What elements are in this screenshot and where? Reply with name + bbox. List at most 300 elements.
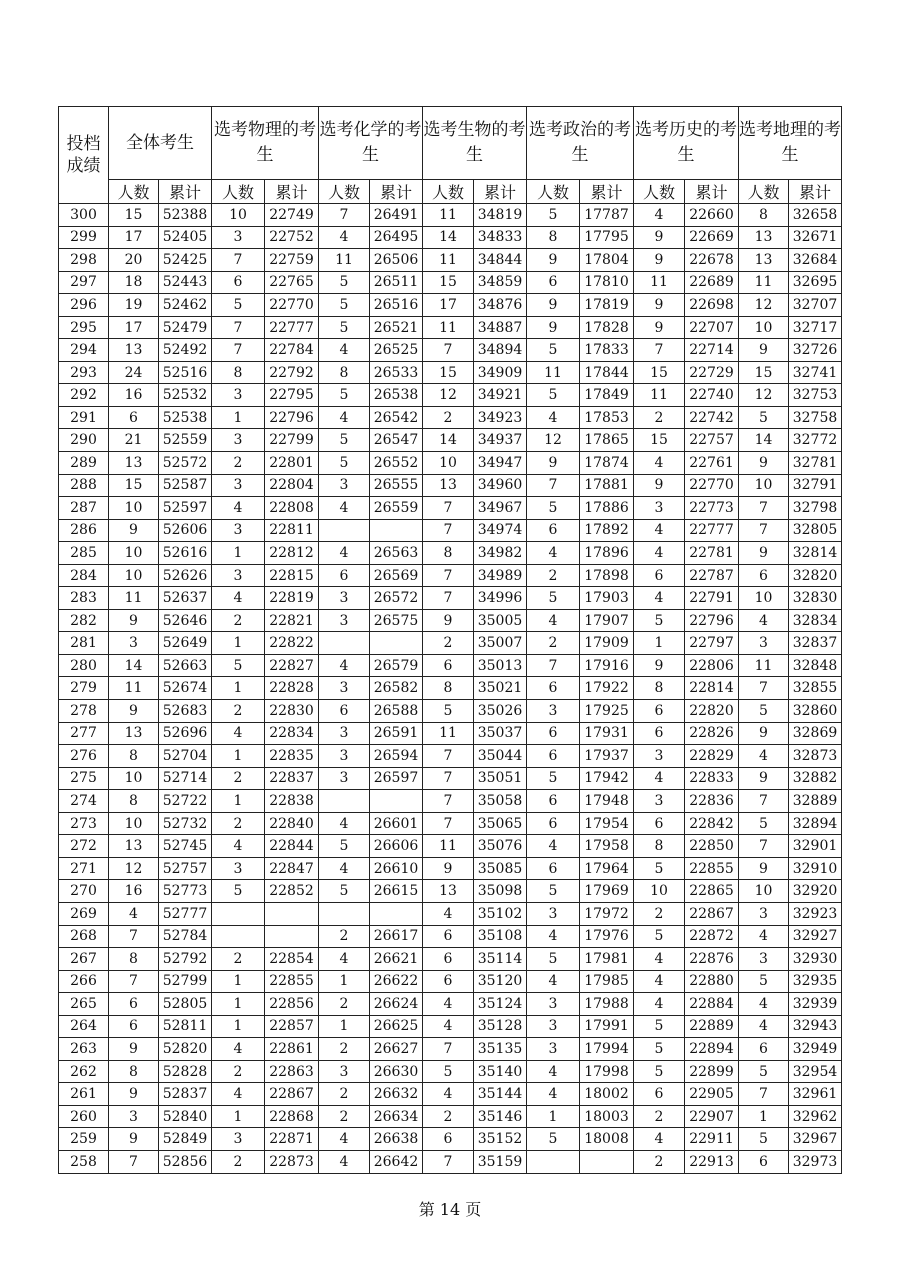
- cumulative-cell: 22815: [265, 564, 319, 587]
- cumulative-cell: 22865: [685, 880, 739, 903]
- cumulative-cell: 35051: [474, 767, 527, 790]
- cumulative-cell: 52820: [159, 1038, 212, 1061]
- cumulative-cell: 22884: [685, 993, 739, 1016]
- count-cell: 7: [739, 677, 789, 700]
- cumulative-cell: 26491: [370, 204, 423, 227]
- table-row: [59, 902, 842, 925]
- count-cell: 5: [423, 700, 474, 723]
- cumulative-cell: 22820: [685, 700, 739, 723]
- table-row: [59, 700, 842, 723]
- cumulative-cell: 17916: [580, 654, 634, 677]
- count-cell: 10: [739, 316, 789, 339]
- count-cell: 4: [527, 542, 580, 565]
- cumulative-cell: 26552: [370, 452, 423, 475]
- cumulative-cell: 22905: [685, 1083, 739, 1106]
- count-cell: 1: [634, 632, 685, 655]
- cumulative-cell: 52805: [159, 993, 212, 1016]
- cumulative-cell: 22844: [265, 835, 319, 858]
- table-row: [59, 1038, 842, 1061]
- cumulative-cell: 34967: [474, 497, 527, 520]
- table-row: [59, 970, 842, 993]
- count-cell: 5: [739, 406, 789, 429]
- count-cell: 1: [212, 790, 265, 813]
- cumulative-cell: 26591: [370, 722, 423, 745]
- count-cell: 6: [527, 677, 580, 700]
- cumulative-cell: 26601: [370, 812, 423, 835]
- count-cell: 13: [109, 339, 159, 362]
- table-row: [59, 249, 842, 272]
- count-cell: 2: [319, 1038, 370, 1061]
- count-cell: 5: [527, 1128, 580, 1151]
- count-cell: 5: [634, 925, 685, 948]
- count-cell: 10: [109, 564, 159, 587]
- cumulative-cell: 26627: [370, 1038, 423, 1061]
- cumulative-cell: 52745: [159, 835, 212, 858]
- cumulative-cell: 32920: [789, 880, 842, 903]
- cumulative-cell: 52856: [159, 1150, 212, 1173]
- count-cell: 5: [527, 948, 580, 971]
- cumulative-cell: 35120: [474, 970, 527, 993]
- cumulative-cell: 17937: [580, 745, 634, 768]
- cumulative-cell: 34923: [474, 406, 527, 429]
- group-header-all: 全体考生: [109, 107, 212, 180]
- cumulative-cell: 52616: [159, 542, 212, 565]
- score-cell: 292: [59, 384, 109, 407]
- count-cell: 4: [634, 587, 685, 610]
- count-cell: 8: [319, 361, 370, 384]
- count-cell: 4: [212, 1083, 265, 1106]
- table-row: [59, 654, 842, 677]
- cumulative-cell: 17903: [580, 587, 634, 610]
- cumulative-cell: 34974: [474, 519, 527, 542]
- cumulative-cell: 32962: [789, 1105, 842, 1128]
- cumulative-cell: 52606: [159, 519, 212, 542]
- count-cell: 2: [212, 948, 265, 971]
- table-row: [59, 587, 842, 610]
- count-cell: 4: [634, 767, 685, 790]
- cumulative-cell: 22808: [265, 497, 319, 520]
- cumulative-cell: 52405: [159, 226, 212, 249]
- count-cell: [212, 902, 265, 925]
- cumulative-cell: 22863: [265, 1060, 319, 1083]
- cumulative-cell: 22829: [685, 745, 739, 768]
- cumulative-cell: 32930: [789, 948, 842, 971]
- count-cell: 9: [739, 452, 789, 475]
- cumulative-cell: 17991: [580, 1015, 634, 1038]
- count-cell: 15: [634, 361, 685, 384]
- count-cell: 7: [109, 925, 159, 948]
- count-cell: 7: [423, 339, 474, 362]
- cumulative-cell: 34833: [474, 226, 527, 249]
- cumulative-cell: 52837: [159, 1083, 212, 1106]
- count-cell: 5: [739, 1060, 789, 1083]
- count-cell: 1: [212, 542, 265, 565]
- score-cell: 277: [59, 722, 109, 745]
- count-cell: 16: [109, 384, 159, 407]
- count-cell: 4: [634, 993, 685, 1016]
- cumulative-cell: [580, 1150, 634, 1173]
- cumulative-cell: 34844: [474, 249, 527, 272]
- cumulative-cell: 32726: [789, 339, 842, 362]
- cumulative-cell: 22757: [685, 429, 739, 452]
- cumulative-cell: 35085: [474, 857, 527, 880]
- cumulative-cell: 52597: [159, 497, 212, 520]
- table-row: [59, 204, 842, 227]
- count-column-header: 人数: [319, 180, 370, 204]
- count-cell: 4: [527, 835, 580, 858]
- cumulative-cell: 22854: [265, 948, 319, 971]
- cumulative-cell: 22856: [265, 993, 319, 1016]
- count-cell: 7: [739, 497, 789, 520]
- cumulative-cell: 26506: [370, 249, 423, 272]
- cumulative-cell: 22729: [685, 361, 739, 384]
- count-cell: 8: [109, 1060, 159, 1083]
- cumulative-cell: 52828: [159, 1060, 212, 1083]
- cumulative-cell: 26559: [370, 497, 423, 520]
- count-cell: 3: [212, 474, 265, 497]
- cumulative-cell: 32869: [789, 722, 842, 745]
- count-cell: 5: [319, 429, 370, 452]
- count-cell: 9: [423, 609, 474, 632]
- count-cell: 1: [739, 1105, 789, 1128]
- count-cell: 5: [634, 609, 685, 632]
- count-cell: 3: [212, 384, 265, 407]
- cumulative-cell: 34937: [474, 429, 527, 452]
- count-cell: 8: [739, 204, 789, 227]
- table-row: [59, 790, 842, 813]
- count-cell: 12: [423, 384, 474, 407]
- score-cell: 300: [59, 204, 109, 227]
- count-cell: 7: [739, 1083, 789, 1106]
- cumulative-cell: 32837: [789, 632, 842, 655]
- count-cell: 12: [109, 857, 159, 880]
- table-row: [59, 745, 842, 768]
- cumulative-column-header: 累计: [580, 180, 634, 204]
- score-cell: 263: [59, 1038, 109, 1061]
- cumulative-cell: 22759: [265, 249, 319, 272]
- count-cell: 15: [109, 474, 159, 497]
- cumulative-cell: 52732: [159, 812, 212, 835]
- count-cell: 14: [423, 226, 474, 249]
- count-cell: 13: [109, 722, 159, 745]
- count-cell: 8: [423, 677, 474, 700]
- count-cell: 9: [634, 249, 685, 272]
- table-row: [59, 226, 842, 249]
- cumulative-cell: 26521: [370, 316, 423, 339]
- score-cell: 271: [59, 857, 109, 880]
- cumulative-cell: 32814: [789, 542, 842, 565]
- cumulative-cell: 22867: [685, 902, 739, 925]
- count-cell: 13: [423, 880, 474, 903]
- count-cell: 6: [319, 564, 370, 587]
- count-cell: 5: [212, 654, 265, 677]
- count-cell: 3: [319, 1060, 370, 1083]
- cumulative-cell: 22857: [265, 1015, 319, 1038]
- table-row: [59, 767, 842, 790]
- count-cell: 8: [212, 361, 265, 384]
- cumulative-cell: 17925: [580, 700, 634, 723]
- cumulative-cell: 35146: [474, 1105, 527, 1128]
- count-cell: 4: [634, 948, 685, 971]
- count-cell: 4: [319, 339, 370, 362]
- count-cell: 6: [527, 519, 580, 542]
- cumulative-cell: 26624: [370, 993, 423, 1016]
- count-cell: 7: [423, 790, 474, 813]
- count-cell: 17: [109, 316, 159, 339]
- count-cell: 9: [739, 722, 789, 745]
- cumulative-cell: 26495: [370, 226, 423, 249]
- cumulative-cell: 35124: [474, 993, 527, 1016]
- count-cell: 7: [527, 474, 580, 497]
- count-cell: 10: [739, 880, 789, 903]
- count-cell: 5: [527, 339, 580, 362]
- cumulative-cell: 22911: [685, 1128, 739, 1151]
- count-cell: 1: [527, 1105, 580, 1128]
- cumulative-cell: 35044: [474, 745, 527, 768]
- count-cell: 5: [319, 316, 370, 339]
- table-row: [59, 1105, 842, 1128]
- cumulative-cell: 17795: [580, 226, 634, 249]
- table-row: [59, 519, 842, 542]
- cumulative-cell: 32830: [789, 587, 842, 610]
- cumulative-cell: 34876: [474, 294, 527, 317]
- count-cell: 15: [109, 204, 159, 227]
- score-cell: 267: [59, 948, 109, 971]
- cumulative-cell: 32695: [789, 271, 842, 294]
- count-cell: 4: [527, 1060, 580, 1083]
- cumulative-cell: 22826: [685, 722, 739, 745]
- cumulative-cell: 32820: [789, 564, 842, 587]
- cumulative-cell: 17833: [580, 339, 634, 362]
- cumulative-cell: 35144: [474, 1083, 527, 1106]
- cumulative-cell: 22821: [265, 609, 319, 632]
- table-row: [59, 880, 842, 903]
- count-cell: [319, 790, 370, 813]
- cumulative-cell: 32791: [789, 474, 842, 497]
- count-cell: 7: [212, 316, 265, 339]
- count-column-header: 人数: [212, 180, 265, 204]
- count-cell: 4: [319, 812, 370, 835]
- cumulative-column-header: 累计: [685, 180, 739, 204]
- cumulative-cell: 34909: [474, 361, 527, 384]
- cumulative-cell: 52714: [159, 767, 212, 790]
- count-cell: 2: [212, 700, 265, 723]
- count-cell: 3: [319, 722, 370, 745]
- cumulative-cell: 52646: [159, 609, 212, 632]
- cumulative-cell: 52637: [159, 587, 212, 610]
- count-cell: 9: [634, 654, 685, 677]
- count-cell: 5: [319, 271, 370, 294]
- cumulative-cell: 22795: [265, 384, 319, 407]
- count-cell: 2: [634, 406, 685, 429]
- count-cell: 1: [212, 1105, 265, 1128]
- table-row: [59, 1060, 842, 1083]
- cumulative-cell: 26622: [370, 970, 423, 993]
- count-cell: 1: [212, 970, 265, 993]
- cumulative-cell: 26630: [370, 1060, 423, 1083]
- count-cell: 3: [212, 564, 265, 587]
- cumulative-cell: 22752: [265, 226, 319, 249]
- count-cell: 4: [527, 925, 580, 948]
- cumulative-cell: 17828: [580, 316, 634, 339]
- table-row: [59, 993, 842, 1016]
- cumulative-cell: 34921: [474, 384, 527, 407]
- count-cell: 5: [319, 880, 370, 903]
- count-cell: 4: [423, 993, 474, 1016]
- cumulative-cell: 32772: [789, 429, 842, 452]
- cumulative-cell: 52479: [159, 316, 212, 339]
- table-row: [59, 948, 842, 971]
- count-cell: 2: [423, 406, 474, 429]
- count-cell: 6: [634, 700, 685, 723]
- cumulative-cell: 22742: [685, 406, 739, 429]
- table-row: [59, 361, 842, 384]
- table-row: [59, 812, 842, 835]
- count-cell: 3: [319, 767, 370, 790]
- count-cell: 5: [423, 1060, 474, 1083]
- count-cell: 4: [212, 497, 265, 520]
- cumulative-cell: 34982: [474, 542, 527, 565]
- cumulative-cell: 26632: [370, 1083, 423, 1106]
- cumulative-cell: 22689: [685, 271, 739, 294]
- count-cell: 14: [423, 429, 474, 452]
- count-cell: 5: [527, 587, 580, 610]
- cumulative-cell: 26615: [370, 880, 423, 903]
- count-cell: 4: [739, 745, 789, 768]
- cumulative-cell: 32961: [789, 1083, 842, 1106]
- cumulative-cell: 52811: [159, 1015, 212, 1038]
- cumulative-cell: 22868: [265, 1105, 319, 1128]
- count-cell: 5: [739, 1128, 789, 1151]
- count-cell: 9: [634, 226, 685, 249]
- cumulative-cell: 26569: [370, 564, 423, 587]
- cumulative-cell: 17865: [580, 429, 634, 452]
- cumulative-cell: 22707: [685, 316, 739, 339]
- count-cell: 2: [423, 1105, 474, 1128]
- cumulative-cell: 52492: [159, 339, 212, 362]
- cumulative-cell: 52674: [159, 677, 212, 700]
- cumulative-cell: 17922: [580, 677, 634, 700]
- count-cell: 7: [739, 835, 789, 858]
- count-cell: 4: [109, 902, 159, 925]
- count-cell: 9: [109, 1083, 159, 1106]
- score-cell: 272: [59, 835, 109, 858]
- count-cell: 4: [634, 519, 685, 542]
- score-cell: 289: [59, 452, 109, 475]
- count-cell: 8: [527, 226, 580, 249]
- cumulative-cell: 22889: [685, 1015, 739, 1038]
- cumulative-cell: 32894: [789, 812, 842, 835]
- count-cell: 6: [527, 745, 580, 768]
- cumulative-cell: 22833: [685, 767, 739, 790]
- cumulative-cell: 17976: [580, 925, 634, 948]
- cumulative-cell: 52425: [159, 249, 212, 272]
- cumulative-cell: 17896: [580, 542, 634, 565]
- count-cell: 6: [739, 1038, 789, 1061]
- count-cell: 10: [109, 542, 159, 565]
- cumulative-cell: 22812: [265, 542, 319, 565]
- cumulative-cell: 52516: [159, 361, 212, 384]
- count-cell: 13: [109, 452, 159, 475]
- cumulative-cell: 22740: [685, 384, 739, 407]
- cumulative-cell: 26642: [370, 1150, 423, 1173]
- cumulative-cell: 17954: [580, 812, 634, 835]
- count-cell: 3: [527, 1038, 580, 1061]
- count-cell: 4: [527, 1083, 580, 1106]
- cumulative-cell: 22827: [265, 654, 319, 677]
- table-row: [59, 542, 842, 565]
- cumulative-cell: 22801: [265, 452, 319, 475]
- score-distribution-table: [58, 106, 842, 1174]
- cumulative-cell: 32910: [789, 857, 842, 880]
- score-cell: 270: [59, 880, 109, 903]
- score-cell: 278: [59, 700, 109, 723]
- count-cell: 10: [739, 474, 789, 497]
- cumulative-cell: 17958: [580, 835, 634, 858]
- table-row: [59, 857, 842, 880]
- count-cell: 5: [527, 497, 580, 520]
- cumulative-cell: 26547: [370, 429, 423, 452]
- cumulative-cell: 32923: [789, 902, 842, 925]
- count-cell: 3: [739, 632, 789, 655]
- count-cell: 9: [109, 609, 159, 632]
- count-cell: 7: [527, 654, 580, 677]
- header-group-row: [59, 107, 842, 180]
- count-cell: 9: [527, 294, 580, 317]
- count-cell: 10: [109, 497, 159, 520]
- count-cell: 6: [527, 812, 580, 835]
- count-cell: 8: [109, 790, 159, 813]
- count-cell: 3: [319, 677, 370, 700]
- count-cell: 1: [212, 406, 265, 429]
- cumulative-cell: 35058: [474, 790, 527, 813]
- count-cell: 24: [109, 361, 159, 384]
- cumulative-cell: 32684: [789, 249, 842, 272]
- count-cell: 10: [109, 812, 159, 835]
- cumulative-cell: 35076: [474, 835, 527, 858]
- score-cell: 281: [59, 632, 109, 655]
- count-cell: 9: [527, 316, 580, 339]
- count-cell: 4: [634, 1128, 685, 1151]
- count-cell: 7: [423, 767, 474, 790]
- count-cell: 2: [212, 767, 265, 790]
- count-cell: 4: [319, 857, 370, 880]
- cumulative-cell: 22796: [685, 609, 739, 632]
- cumulative-cell: 35005: [474, 609, 527, 632]
- cumulative-cell: 22867: [265, 1083, 319, 1106]
- cumulative-cell: 17985: [580, 970, 634, 993]
- cumulative-cell: 26617: [370, 925, 423, 948]
- count-cell: 11: [109, 677, 159, 700]
- count-cell: 3: [319, 609, 370, 632]
- cumulative-cell: 34960: [474, 474, 527, 497]
- table-row: [59, 564, 842, 587]
- cumulative-cell: 17972: [580, 902, 634, 925]
- score-cell: 274: [59, 790, 109, 813]
- cumulative-cell: [265, 925, 319, 948]
- score-cell: 262: [59, 1060, 109, 1083]
- cumulative-cell: 32949: [789, 1038, 842, 1061]
- cumulative-cell: 18008: [580, 1128, 634, 1151]
- cumulative-cell: 17948: [580, 790, 634, 813]
- cumulative-cell: 35037: [474, 722, 527, 745]
- count-cell: 17: [423, 294, 474, 317]
- cumulative-cell: 17853: [580, 406, 634, 429]
- count-cell: 12: [739, 384, 789, 407]
- count-cell: 4: [739, 993, 789, 1016]
- cumulative-cell: 35114: [474, 948, 527, 971]
- count-cell: 6: [527, 271, 580, 294]
